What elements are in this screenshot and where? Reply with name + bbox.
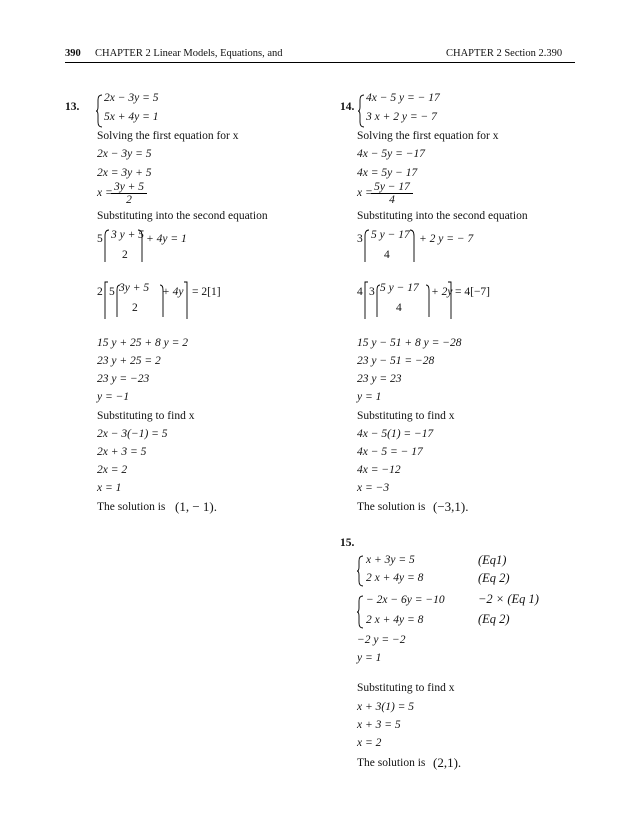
p14-step-text: Substituting into the second equation <box>357 210 528 222</box>
p15-system-eq1: x + 3y = 5 <box>366 554 415 566</box>
p13-rhs: = 2[1] <box>192 286 221 298</box>
p15-equation: x + 3 = 5 <box>357 719 401 731</box>
p15-equation: y = 1 <box>357 652 382 664</box>
fraction-denominator: 2 <box>126 194 132 206</box>
p13-equation: 23 y + 25 = 2 <box>97 355 161 367</box>
p13-system-eq2: 5x + 4y = 1 <box>104 111 159 123</box>
p13-coefficient: 2 <box>97 286 103 298</box>
p15-equation: x = 2 <box>357 737 382 749</box>
p13-equation: 2x = 2 <box>97 464 128 476</box>
p13-denominator: 2 <box>122 249 128 261</box>
p13-equation: + 4y = 1 <box>146 233 187 245</box>
problem-13-number: 13. <box>65 101 80 113</box>
p14-equation: 4x = 5y − 17 <box>357 167 418 179</box>
p14-denominator: 4 <box>396 302 402 314</box>
p15-solution-value: (2,1). <box>433 755 462 770</box>
p13-inner-coef: 5 <box>109 286 115 298</box>
p14-coefficient: 4 <box>357 286 363 298</box>
p15-system-eq1: − 2x − 6y = −10 <box>366 594 445 606</box>
p15-equation: x + 3(1) = 5 <box>357 701 415 713</box>
fraction-denominator: 4 <box>389 194 395 206</box>
p14-numerator: 5 y − 17 <box>371 229 410 241</box>
system-brace-14 <box>358 94 366 128</box>
p14-fraction <box>371 181 413 206</box>
p14-equation: 23 y − 51 = −28 <box>357 355 435 367</box>
p14-rhs: = 4[−7] <box>455 286 491 298</box>
p13-numerator: 3y + 5 <box>119 282 150 294</box>
running-head-right: CHAPTER 2 Section 2.390 <box>446 48 563 59</box>
p14-equation: y = 1 <box>357 391 382 403</box>
p13-step-text: Substituting to find x <box>97 410 195 422</box>
p15-solution-text: The solution is <box>357 757 426 769</box>
problem-15-number: 15. <box>340 537 355 549</box>
p15-eq-tag: (Eq 2) <box>478 612 510 626</box>
p15-equation: −2 y = −2 <box>357 634 406 646</box>
p13-equation: 2x + 3 = 5 <box>97 446 147 458</box>
p14-system-eq1: 4x − 5 y = − 17 <box>366 92 440 104</box>
header-rule <box>65 62 575 63</box>
p15-eq-tag: −2 × (Eq 1) <box>478 592 539 606</box>
system-brace-15a <box>357 555 365 587</box>
running-head-left: CHAPTER 2 Linear Models, Equations, and <box>95 48 283 59</box>
p14-equation: 4x − 5 = − 17 <box>357 446 423 458</box>
p13-equation: 2x − 3(−1) = 5 <box>97 428 168 440</box>
p13-coefficient: 5 <box>97 233 103 245</box>
p14-equation: + 2 y = − 7 <box>419 233 474 245</box>
problem-14-number: 14. <box>340 101 355 113</box>
p14-step-text: Solving the first equation for x <box>357 130 499 142</box>
p13-system-eq1: 2x − 3y = 5 <box>104 92 159 104</box>
p13-equation-lhs: x = <box>97 187 113 199</box>
p13-equation: 23 y = −23 <box>97 373 150 385</box>
p14-solution-value: (−3,1). <box>433 499 469 514</box>
system-brace-15b <box>357 595 365 629</box>
p13-equation: 15 y + 25 + 8 y = 2 <box>97 337 188 349</box>
p15-eq-tag: (Eq1) <box>478 553 507 567</box>
p13-solution-text: The solution is <box>97 501 166 513</box>
p14-denominator: 4 <box>384 249 390 261</box>
p14-equation: 15 y − 51 + 8 y = −28 <box>357 337 462 349</box>
p14-equation: 4x − 5y = −17 <box>357 148 425 160</box>
p13-step-text: Substituting into the second equation <box>97 210 268 222</box>
system-brace-13 <box>96 94 104 128</box>
p13-solution-value: (1, − 1). <box>175 499 217 514</box>
p13-equation: y = −1 <box>97 391 130 403</box>
p14-inner-coef: 3 <box>369 286 375 298</box>
p13-denominator: 2 <box>132 302 138 314</box>
p13-equation: + 4y <box>162 286 184 298</box>
p13-equation: 2x = 3y + 5 <box>97 167 152 179</box>
p14-equation-lhs: x = <box>357 187 373 199</box>
p14-system-eq2: 3 x + 2 y = − 7 <box>366 111 437 123</box>
p14-equation: x = −3 <box>357 482 390 494</box>
p13-step-text: Solving the first equation for x <box>97 130 239 142</box>
p15-eq-tag: (Eq 2) <box>478 571 510 585</box>
p14-equation: 4x = −12 <box>357 464 401 476</box>
p14-step-text: Substituting to find x <box>357 410 455 422</box>
p13-numerator: 3 y + 5 <box>111 229 144 241</box>
p13-equation: x = 1 <box>97 482 122 494</box>
p13-fraction <box>111 181 147 206</box>
p13-equation: 2x − 3y = 5 <box>97 148 152 160</box>
p14-equation: 23 y = 23 <box>357 373 402 385</box>
p15-step-text: Substituting to find x <box>357 682 455 694</box>
p14-numerator: 5 y − 17 <box>380 282 419 294</box>
page-number: 390 <box>65 48 81 59</box>
p14-solution-text: The solution is <box>357 501 426 513</box>
fraction-numerator: 3y + 5 <box>111 181 147 194</box>
p15-system-eq2: 2 x + 4y = 8 <box>366 614 424 626</box>
p15-system-eq2: 2 x + 4y = 8 <box>366 572 424 584</box>
p14-equation: + 2y <box>431 286 453 298</box>
fraction-numerator: 5y − 17 <box>371 181 413 194</box>
p14-coefficient: 3 <box>357 233 363 245</box>
p14-equation: 4x − 5(1) = −17 <box>357 428 434 440</box>
